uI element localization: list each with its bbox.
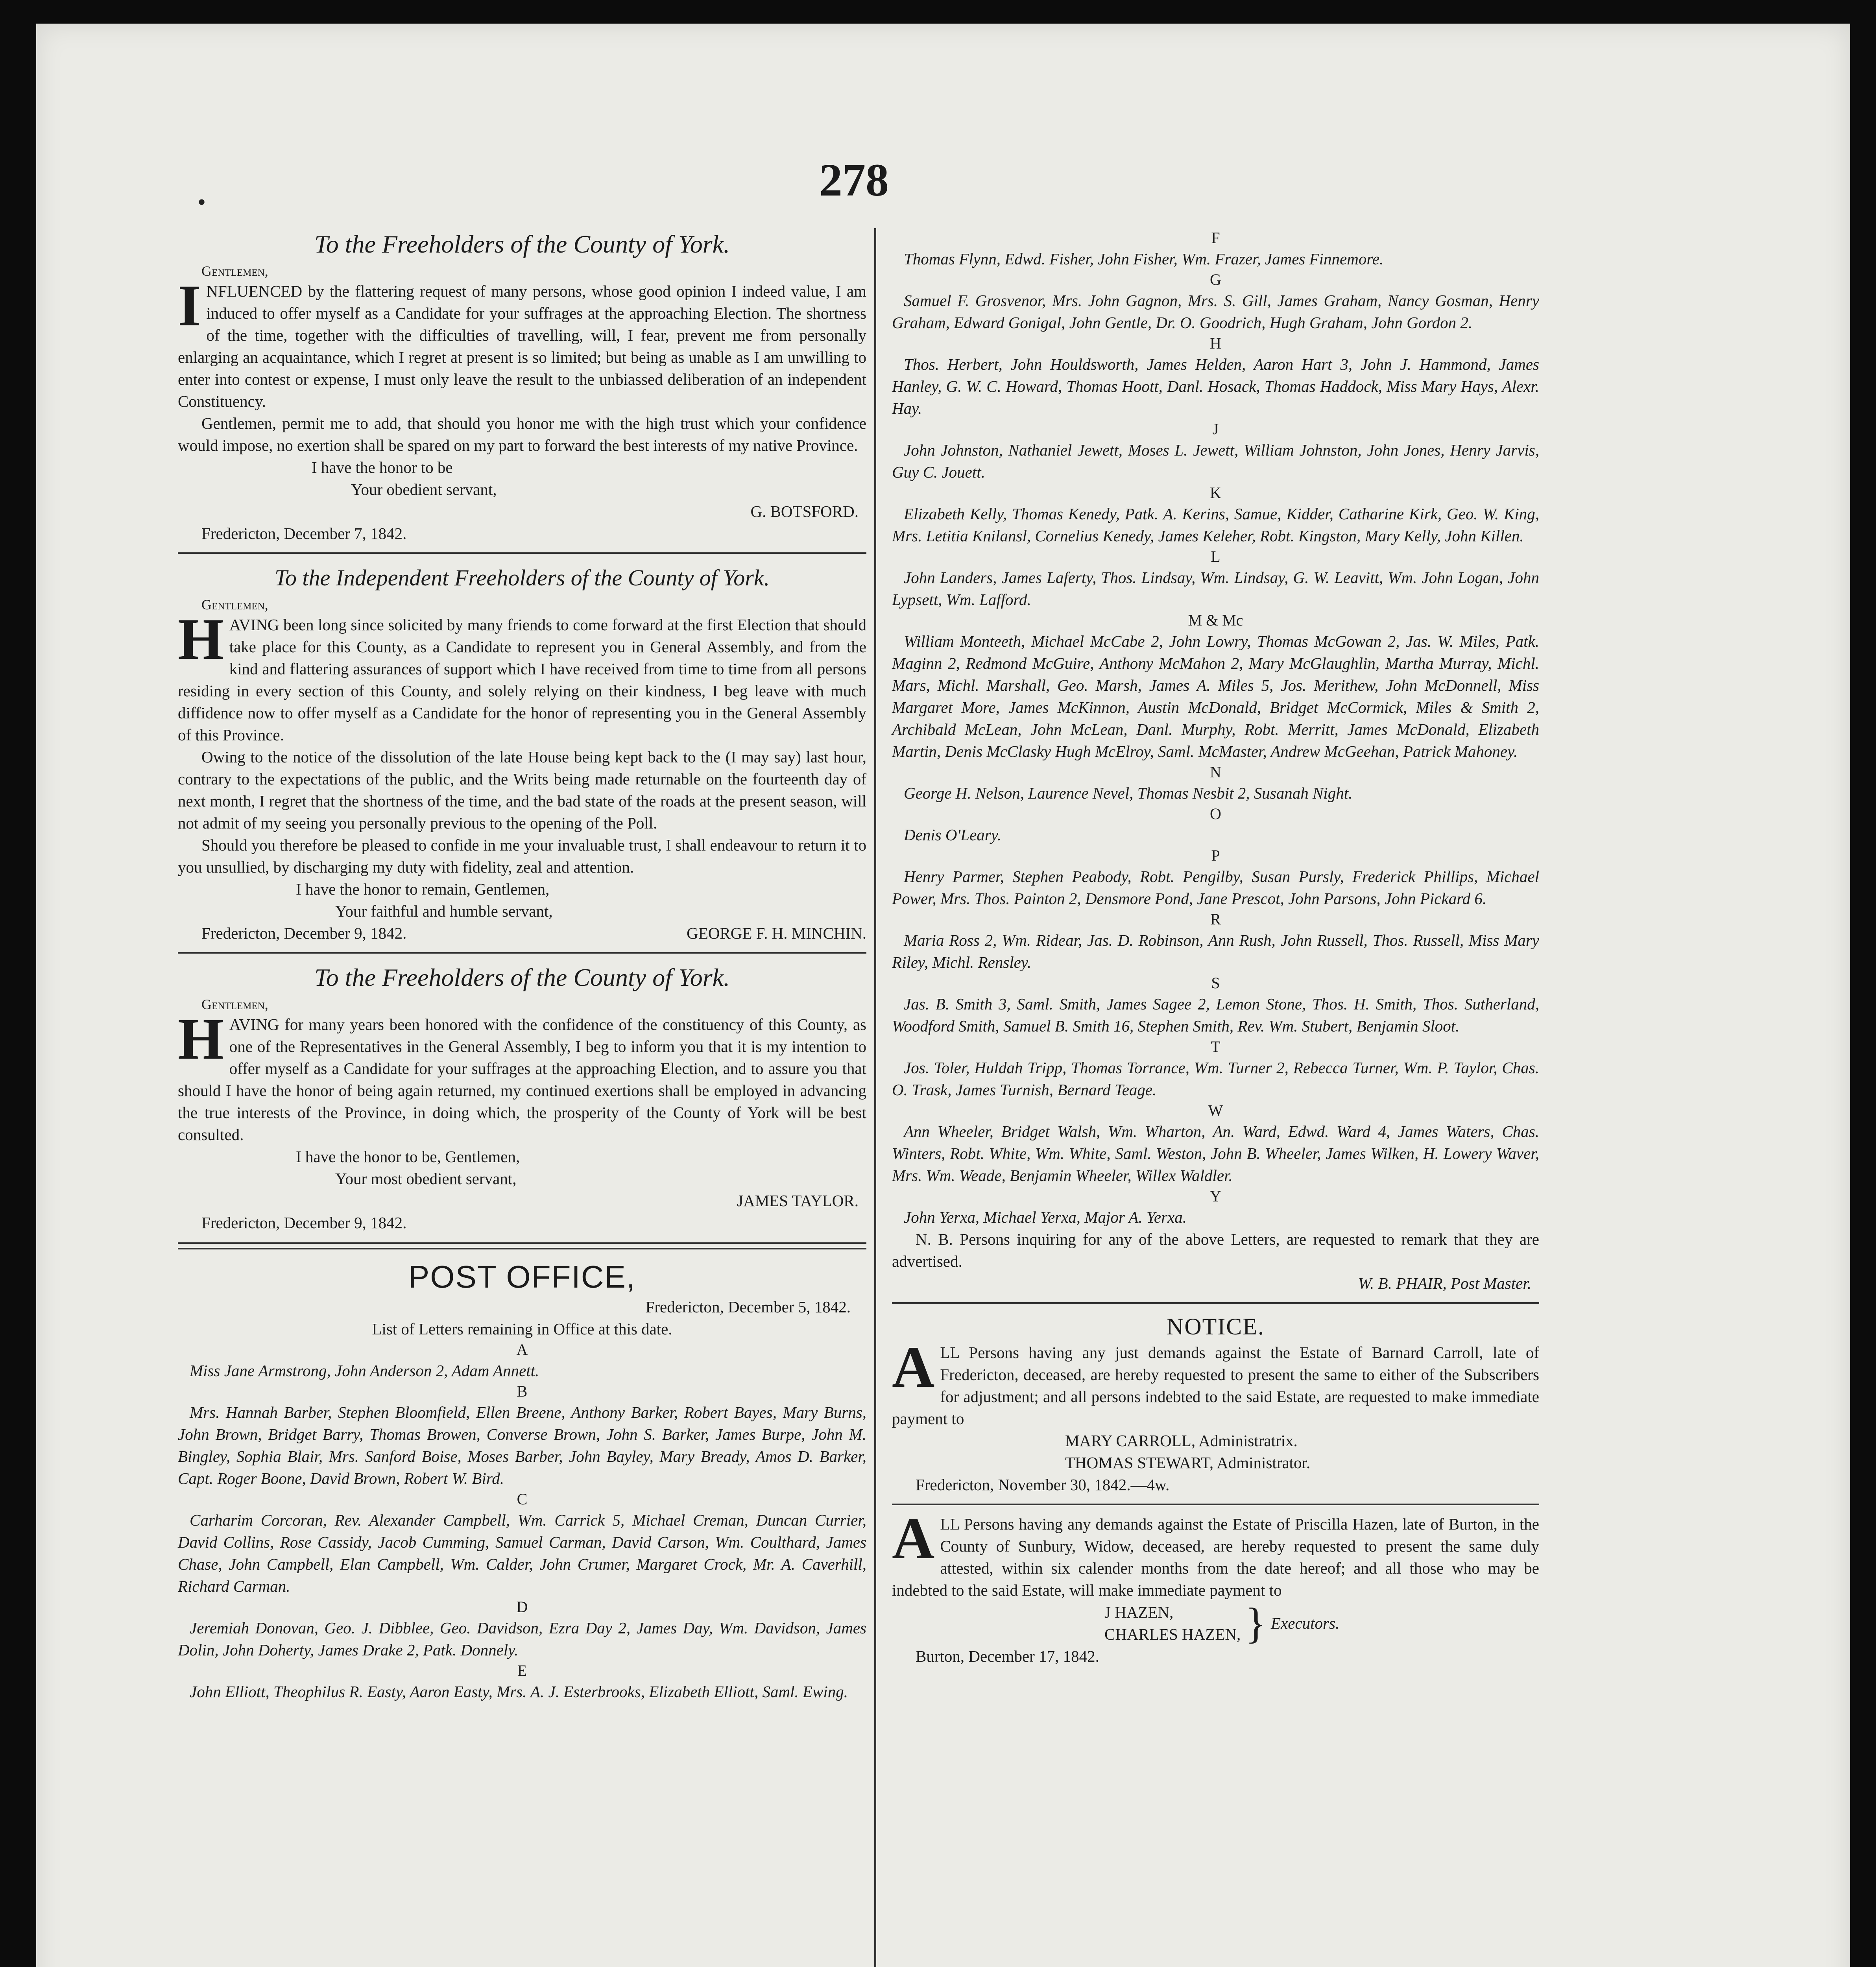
executors-block: [892, 1601, 1539, 1645]
place-date: Fredericton, December 9, 1842.: [201, 1214, 407, 1232]
election-address-taylor: [178, 961, 866, 1234]
letter-group-heading: R: [1210, 910, 1221, 928]
letter-group-heading: J: [1212, 420, 1219, 438]
letter-group-heading: F: [1211, 229, 1220, 247]
letter-recipients: Thos. Herbert, John Houldsworth, James Helden, Aaron Hart 3, John J. Hammond, James Hanley, G. W. C. Howard, Thomas Hoott, Danl. Hosack, Thomas Haddock, Miss Mary Hays, Alexr. Hay.: [892, 355, 1539, 417]
ad-title: To the Freeholders of the County of York.: [314, 963, 730, 991]
ad-title: To the Freeholders of the County of York.: [314, 230, 730, 258]
election-address-minchin: [178, 562, 866, 944]
closing-line: Your obedient servant,: [351, 480, 497, 498]
letter-group-heading: A: [516, 1341, 528, 1358]
place-date: Fredericton, December 7, 1842.: [201, 524, 407, 542]
letter-group-heading: D: [516, 1598, 528, 1616]
post-office-note: N. B. Persons inquiring for any of the above Letters, are requested to remark that they are advertised.: [892, 1230, 1539, 1270]
closing-line: I have the honor to remain, Gentlemen,: [296, 880, 550, 898]
letter-recipients: Jeremiah Donovan, Geo. J. Dibblee, Geo. Davidson, Ezra Day 2, James Day, Wm. Davidson, James Dolin, John Doherty, James Drake 2, Patk. Donnely.: [178, 1619, 866, 1659]
administratrix-signature: MARY CARROLL, Administratrix.: [1065, 1432, 1298, 1450]
closing-line: I have the honor to be, Gentlemen,: [296, 1148, 520, 1166]
letter-group-heading: N: [1210, 763, 1221, 781]
ad-paragraph: HAVING for many years been honored with the confidence of the constituency of this County, as one of the Representatives in the General Assembly, I beg to inform you that it is my intention to offer myself as a Candidate for your suffrages at the approaching Election, and to assure you that should I have the honor of being again returned, my continued exertions shall be employed in advancing the true interests of the Province, in doing which, the prosperity of the County of York will be best consulted.: [178, 1006, 866, 1144]
salutation: Gentlemen,: [201, 996, 268, 1012]
page-number: 278: [819, 154, 889, 206]
place-date: Burton, December 17, 1842.: [916, 1647, 1099, 1665]
estate-notice-hazen: [892, 1506, 1539, 1667]
drop-cap: A: [892, 1506, 935, 1571]
letter-groups-right: [892, 228, 1539, 1228]
section-double-rule: [178, 1242, 866, 1249]
letter-groups-left: [178, 1340, 866, 1703]
letter-recipients: Mrs. Hannah Barber, Stephen Bloomfield, Ellen Breene, Anthony Barker, Robert Bayes, Mary Burns, John Brown, Bridget Barry, Thomas Browen, Converse Brown, John S. Barker, James Burpe, John M. Bingley, Sophia Blair, Mrs. Sanford Boise, Moses Barber, John Bayley, Mary Bready, Amos D. Barker, Capt. Roger Boone, David Brown, Robert W. Bird.: [178, 1403, 866, 1487]
letter-group-heading: O: [1210, 805, 1221, 823]
ad-paragraph: Gentlemen, permit me to add, that should you honor me with the high trust which your confidence would impose, no exertion shall be spared on my part to forward the best interests of my native Province.: [178, 414, 866, 454]
letter-recipients: Thomas Flynn, Edwd. Fisher, John Fisher, Wm. Frazer, James Finnemore.: [904, 250, 1384, 268]
notice-body: ALL Persons having any just demands against the Estate of Barnard Carroll, late of Fredericton, deceased, are hereby requested to present the same to either of the Subscribers for adjustment; and all persons indebted to the said Estate, are requested to make immediate payment to: [892, 1334, 1539, 1428]
section-rule: [178, 552, 866, 554]
ad-paragraph: INFLUENCED by the flattering request of many persons, whose good opinion I indeed value, I am induced to offer myself as a Candidate for your suffrages at the approaching Election. The shortness of the time, together with the difficulties of travelling, will, I fear, prevent me from personally enlarging an acquaintance, which I regret at present is so limited; but being as unable as I am unwilling to enter into contest or expense, I must only leave the result to the unbiassed deliberation of an independent Constituency.: [178, 273, 866, 410]
closing-line: I have the honor to be: [312, 458, 453, 476]
salutation: Gentlemen,: [201, 263, 268, 279]
letter-group-heading: C: [517, 1490, 528, 1508]
section-rule: [178, 952, 866, 954]
letter-recipients: John Landers, James Laferty, Thos. Lindsay, Wm. Lindsay, G. W. Leavitt, Wm. John Logan, John Lypsett, Wm. Lafford.: [892, 568, 1539, 609]
letter-recipients: Carharim Corcoran, Rev. Alexander Campbell, Wm. Carrick 5, Michael Creman, Duncan Currier, David Collins, Rose Cassidy, Jacob Cumming, Samuel Carman, David Carson, Wm. Coulthard, James Chase, John Campbell, Elan Campbell, Wm. Calder, John Crumer, Margaret Crock, Mr. A. Caverhill, Richard Carman.: [178, 1511, 866, 1595]
ad-title: To the Independent Freeholders of the County of York.: [274, 565, 770, 590]
place-date: Fredericton, December 9, 1842.: [201, 924, 407, 942]
signature: JAMES TAYLOR.: [737, 1192, 859, 1210]
letter-group-heading: P: [1211, 847, 1220, 864]
letter-group-heading: Y: [1210, 1187, 1221, 1205]
letter-group-heading: B: [517, 1382, 528, 1400]
salutation: Gentlemen,: [201, 597, 268, 613]
letter-recipients: Jos. Toler, Huldah Tripp, Thomas Torrance, Wm. Turner 2, Rebecca Turner, Wm. P. Taylor, Chas. O. Trask, James Turnish, Bernard Teage.: [892, 1059, 1539, 1099]
letter-group-heading: M & Mc: [1188, 611, 1243, 629]
section-rule: [892, 1302, 1539, 1304]
closing-line: Your faithful and humble servant,: [335, 902, 553, 920]
letter-group-heading: H: [1210, 334, 1221, 352]
letter-recipients: John Johnston, Nathaniel Jewett, Moses L. Jewett, William Johnston, John Jones, Henry Jarvis, Guy C. Jouett.: [892, 441, 1539, 481]
letter-group-heading: S: [1211, 974, 1220, 992]
drop-cap: I: [178, 273, 201, 338]
letter-recipients: Jas. B. Smith 3, Saml. Smith, James Sagee 2, Lemon Stone, Thos. H. Smith, Thos. Sutherland, Woodford Smith, Samuel B. Smith 16, Stephen Smith, Rev. Wm. Stubert, Benjamin Sloot.: [892, 995, 1539, 1035]
signature: G. BOTSFORD.: [750, 502, 859, 520]
left-column: [178, 228, 866, 1703]
notice-title: NOTICE.: [1167, 1314, 1265, 1340]
column-divider: [874, 228, 876, 1967]
post-office-title: POST OFFICE,: [408, 1259, 636, 1294]
section-rule: [892, 1504, 1539, 1505]
post-office-subtitle: List of Letters remaining in Office at this date.: [372, 1320, 672, 1338]
letter-recipients: George H. Nelson, Laurence Nevel, Thomas Nesbit 2, Susanah Night.: [904, 784, 1353, 802]
letter-recipients: Elizabeth Kelly, Thomas Kenedy, Patk. A. Kerins, Samue, Kidder, Catharine Kirk, Geo. W. King, Mrs. Letitia Knilansl, Cornelius Kenedy, James Keleher, Robt. Kingston, Mary Kelly, John Killen.: [892, 505, 1539, 545]
ad-paragraph: Owing to the notice of the dissolution of the late House being kept back to the (I may say) last hour, contrary to the expectations of the public, and the Writs being made returnable on the fourteenth day of next month, I regret that the shortness of the time, and the bad state of the roads at the present season, will not admit of my seeing you personally previous to the opening of the Poll.: [178, 748, 866, 832]
place-date: Fredericton, November 30, 1842.—4w.: [916, 1476, 1170, 1494]
ink-spot: •: [198, 189, 206, 215]
letter-recipients: William Monteeth, Michael McCabe 2, John Lowry, Thomas McGowan 2, Jas. W. Miles, Patk. Maginn 2, Redmond McGuire, Anthony McMahon 2, Mary McGlaughlin, Martha Murray, Michl. Mars, Michl. Marshall, Geo. Marsh, James A. Miles 5, Jos. Merithew, John McDonnell, Miss Margaret More, James McKinnon, Austin McDonald, Bridget McCormick, Miles & Smith 2, Archibald McLean, John McLean, Danl. Murphy, Robt. Merritt, James McDonald, Elizabeth Martin, Denis McClasky Hugh McElroy, Saml. McMaster, Andrew McGeehan, Patrick Mahoney.: [892, 632, 1539, 760]
closing-line: Your most obedient servant,: [335, 1170, 517, 1188]
letter-group-heading: L: [1211, 548, 1221, 565]
signature: GEORGE F. H. MINCHIN.: [687, 924, 866, 942]
newspaper-page: [36, 24, 1850, 1967]
executors-label: Executors.: [1271, 1614, 1340, 1632]
right-column: [892, 228, 1539, 1667]
drop-cap: H: [178, 607, 224, 672]
letter-recipients: John Elliott, Theophilus R. Easty, Aaron Easty, Mrs. A. J. Esterbrooks, Elizabeth Elliott, Saml. Ewing.: [190, 1683, 848, 1701]
notice-body: ALL Persons having any demands against the Estate of Priscilla Hazen, late of Burton, in the County of Sunbury, Widow, deceased, are hereby requested to present the same duly attested, within six calender months from the date hereof; and all those who may be indebted to the said Estate, will make immediate payment to: [892, 1506, 1539, 1599]
letter-recipients: Ann Wheeler, Bridget Walsh, Wm. Wharton, An. Ward, Edwd. Ward 4, James Waters, Chas. Winters, Robt. White, Wm. White, Saml. Weston, John B. Wheeler, James Wilken, H. Lowery Waver, Mrs. Wm. Weade, Benjamin Wheeler, Willex Waldler.: [892, 1122, 1539, 1185]
estate-notice-carroll: [892, 1312, 1539, 1496]
postmaster-signature: W. B. PHAIR, Post Master.: [1358, 1274, 1531, 1292]
letter-recipients: Maria Ross 2, Wm. Ridear, Jas. D. Robinson, Ann Rush, John Russell, Thos. Russell, Miss Mary Riley, Michl. Rensley.: [892, 931, 1539, 971]
letter-group-heading: T: [1211, 1038, 1221, 1055]
signature-row: [178, 922, 866, 944]
letter-recipients: Denis O'Leary.: [904, 826, 1001, 844]
letter-group-heading: G: [1210, 271, 1221, 288]
letter-recipients: Samuel F. Grosvenor, Mrs. John Gagnon, Mrs. S. Gill, James Graham, Nancy Gosman, Henry Graham, Edward Gonigal, John Gentle, Dr. O. Goodrich, Hugh Graham, John Gordon 2.: [892, 292, 1539, 332]
executor-name: CHARLES HAZEN,: [1104, 1625, 1241, 1643]
letter-group-heading: K: [1210, 484, 1221, 502]
executor-name: J HAZEN,: [1104, 1603, 1174, 1621]
administrator-signature: THOMAS STEWART, Administrator.: [1065, 1454, 1311, 1472]
letter-group-heading: W: [1208, 1102, 1223, 1119]
post-office-list: [178, 1258, 866, 1703]
letter-recipients: John Yerxa, Michael Yerxa, Major A. Yerxa.: [904, 1208, 1187, 1226]
ad-paragraph: Should you therefore be pleased to confide in me your invaluable trust, I shall endeavour to return it to you unsullied, by discharging my duty with fidelity, zeal and attention.: [178, 836, 866, 876]
election-address-botsford: [178, 228, 866, 544]
post-office-date: Fredericton, December 5, 1842.: [645, 1298, 851, 1316]
drop-cap: A: [892, 1334, 935, 1400]
brace: }: [1245, 1599, 1267, 1647]
drop-cap: H: [178, 1006, 224, 1072]
letter-recipients: Miss Jane Armstrong, John Anderson 2, Adam Annett.: [190, 1362, 539, 1380]
letter-group-heading: E: [517, 1662, 527, 1679]
ad-paragraph: HAVING been long since solicited by many friends to come forward at the first Election that should take place for this County, as a Candidate to represent you in General Assembly, and from the kind and flattering assurances of support which I have received from time to time from all persons residing in every section of this County, and solely relying on their kindness, I beg leave with much diffidence now to offer myself as a Candidate for the honor of representing you in the General Assembly of this Province.: [178, 607, 866, 744]
letter-recipients: Henry Parmer, Stephen Peabody, Robt. Pengilby, Susan Pursly, Frederick Phillips, Michael Power, Mrs. Thos. Painton 2, Densmore Pond, Jane Prescot, John Parsons, John Pickard 6.: [892, 867, 1539, 908]
